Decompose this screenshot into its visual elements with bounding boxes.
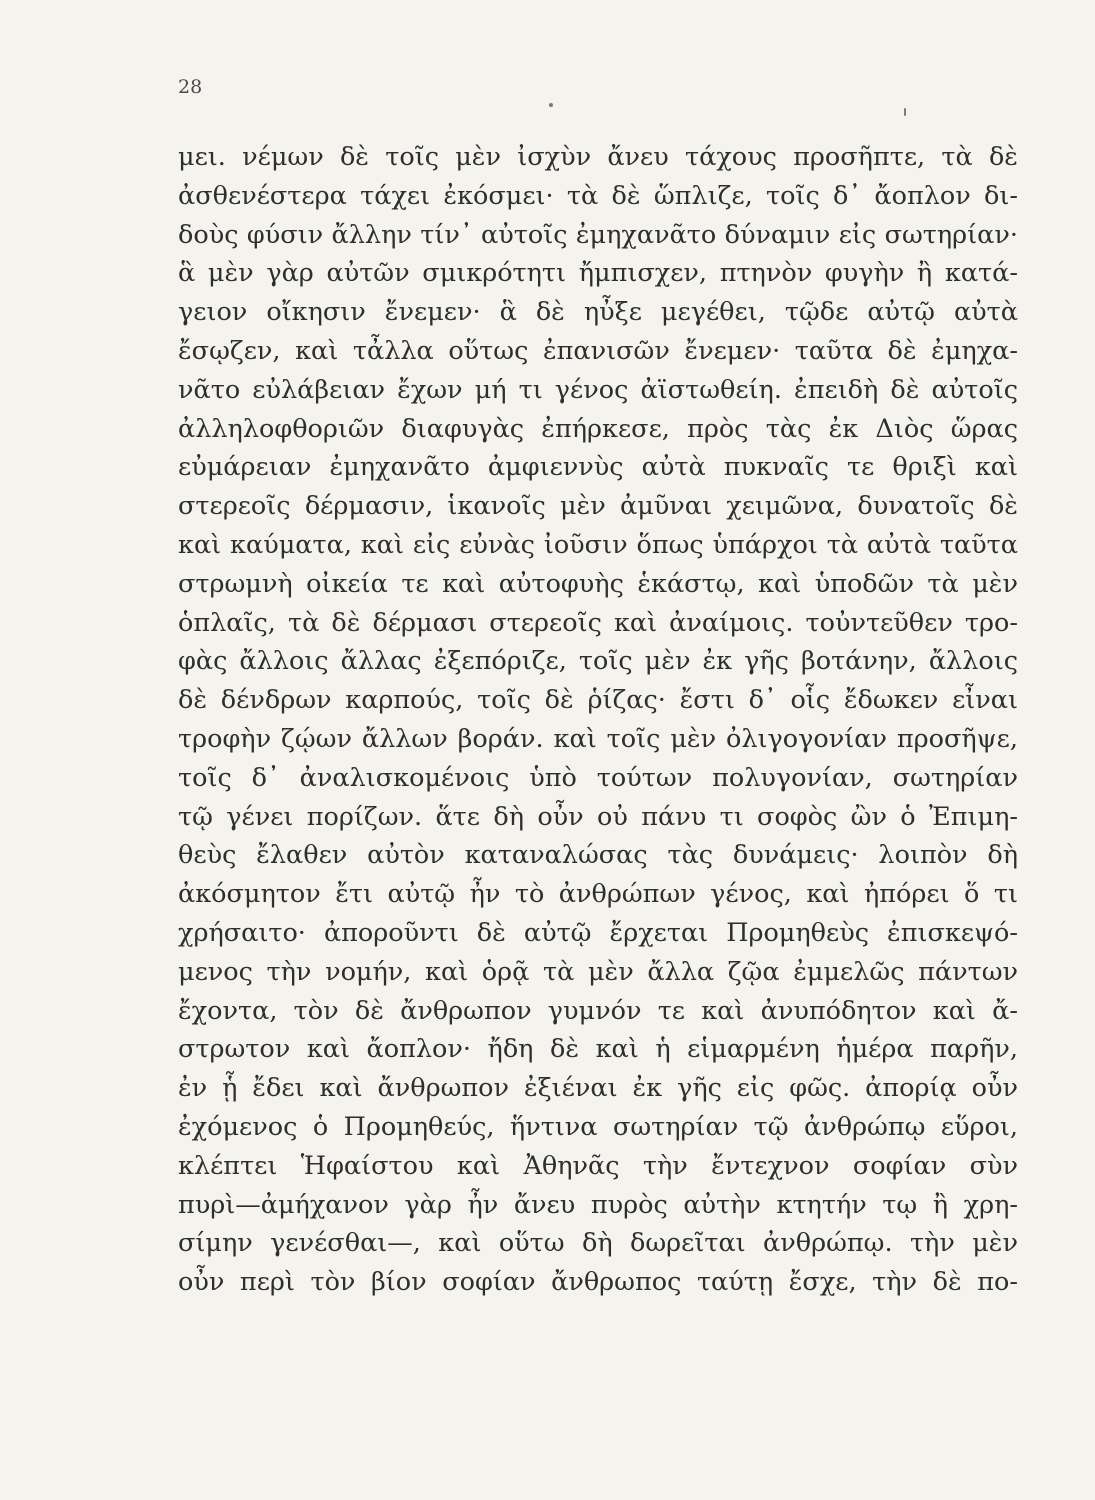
text-line: τροφὴν ζῴων ἄλλων βοράν. καὶ τοῖς μὲν ὀλιγογονίαν προσῆψε, [178,723,1018,754]
ink-speck [549,103,553,107]
text-line: στρωμνὴ οἰκεία τε καὶ αὐτοφυὴς ἑκάστῳ, καὶ ὑποδῶν τὰ μὲν [178,568,1018,599]
text-line: στρωτον καὶ ἄοπλον· ἤδη δὲ καὶ ἡ εἱμαρμένη ἡμέρα παρῆν, [178,1034,1018,1065]
text-line: μει. νέμων δὲ τοῖς μὲν ἰσχὺν ἄνευ τάχους προσῆπτε, τὰ δὲ [178,142,1018,172]
text-line: εὐμάρειαν ἐμηχανᾶτο ἀμφιεννὺς αὐτὰ πυκναῖς τε θριξὶ καὶ [178,452,1018,483]
body-text [178,138,1018,1302]
text-line: θεὺς ἔλαθεν αὐτὸν καταναλώσας τὰς δυνάμεις· λοιπὸν δὴ [178,840,1018,871]
text-line: νᾶτο εὐλάβειαν ἔχων μή τι γένος ἀϊστωθείη. ἐπειδὴ δὲ αὐτοῖς [178,374,1018,405]
text-line: ἀκόσμητον ἔτι αὐτῷ ἦν τὸ ἀνθρώπων γένος, καὶ ἠπόρει ὅ τι [178,879,1018,910]
text-line: ἔσῳζεν, καὶ τἆλλα οὕτως ἐπανισῶν ἔνεμεν· ταῦτα δὲ ἐμηχα- [178,335,1018,366]
text-line: σίμην γενέσθαι—, καὶ οὕτω δὴ δωρεῖται ἀνθρώπῳ. τὴν μὲν [178,1228,1018,1259]
text-line: δοὺς φύσιν ἄλλην τίν᾽ αὐτοῖς ἐμηχανᾶτο δύναμιν εἰς σωτηρίαν· [178,219,1018,250]
text-line: στερεοῖς δέρμασιν, ἱκανοῖς μὲν ἀμῦναι χειμῶνα, δυνατοῖς δὲ [178,491,1018,522]
text-line: ὁπλαῖς, τὰ δὲ δέρμασι στερεοῖς καὶ ἀναίμοις. τοὐντεῦθεν τρο- [178,607,1018,638]
text-line: τῷ γένει πορίζων. ἅτε δὴ οὖν οὐ πάνυ τι σοφὸς ὢν ὁ Ἐπιμη- [178,801,1018,832]
text-line: ἃ μὲν γὰρ αὐτῶν σμικρότητι ἤμπισχεν, πτηνὸν φυγὴν ἢ κατά- [178,258,1018,289]
page-number: 28 [178,76,203,98]
text-line: ἐχόμενος ὁ Προμηθεύς, ἥντινα σωτηρίαν τῷ ἀνθρώπῳ εὕροι, [178,1111,1018,1142]
text-line: καὶ καύματα, καὶ εἰς εὐνὰς ἰοῦσιν ὅπως ὑπάρχοι τὰ αὐτὰ ταῦτα [178,529,1018,560]
text-line: δὲ δένδρων καρπούς, τοῖς δὲ ῥίζας· ἔστι δ᾽ οἷς ἔδωκεν εἶναι [178,685,1018,716]
text-line: μενος τὴν νομήν, καὶ ὁρᾷ τὰ μὲν ἄλλα ζῷα ἐμμελῶς πάντων [178,956,1018,987]
text-line: ἐν ᾗ ἔδει καὶ ἄνθρωπον ἐξιέναι ἐκ γῆς εἰς φῶς. ἀπορίᾳ οὖν [178,1073,1018,1104]
text-line: φὰς ἄλλοις ἄλλας ἐξεπόριζε, τοῖς μὲν ἐκ γῆς βοτάνην, ἄλλοις [178,646,1018,677]
text-line: ἔχοντα, τὸν δὲ ἄνθρωπον γυμνόν τε καὶ ἀνυπόδητον καὶ ἄ- [178,995,1018,1026]
text-line: ἀσθενέστερα τάχει ἐκόσμει· τὰ δὲ ὥπλιζε, τοῖς δ᾽ ἄοπλον δι- [178,180,1018,211]
text-line: οὖν περὶ τὸν βίον σοφίαν ἄνθρωπος ταύτῃ ἔσχε, τὴν δὲ πο- [178,1267,1018,1298]
text-line: κλέπτει Ἡφαίστου καὶ Ἀθηνᾶς τὴν ἔντεχνον σοφίαν σὺν [178,1150,1018,1181]
text-line: πυρὶ—ἀμήχανον γὰρ ἦν ἄνευ πυρὸς αὐτὴν κτητήν τῳ ἢ χρη- [178,1189,1018,1220]
text-line: χρήσαιτο· ἀποροῦντι δὲ αὐτῷ ἔρχεται Προμηθεὺς ἐπισκεψό- [178,917,1018,948]
text-line: γειον οἴκησιν ἔνεμεν· ἃ δὲ ηὖξε μεγέθει, τῷδε αὐτῷ αὐτὰ [178,297,1018,328]
text-line: τοῖς δ᾽ ἀναλισκομένοις ὑπὸ τούτων πολυγονίαν, σωτηρίαν [178,762,1018,793]
text-line: ἀλληλοφθοριῶν διαφυγὰς ἐπήρκεσε, πρὸς τὰς ἐκ Διὸς ὥρας [178,413,1018,444]
ink-speck [904,108,906,116]
